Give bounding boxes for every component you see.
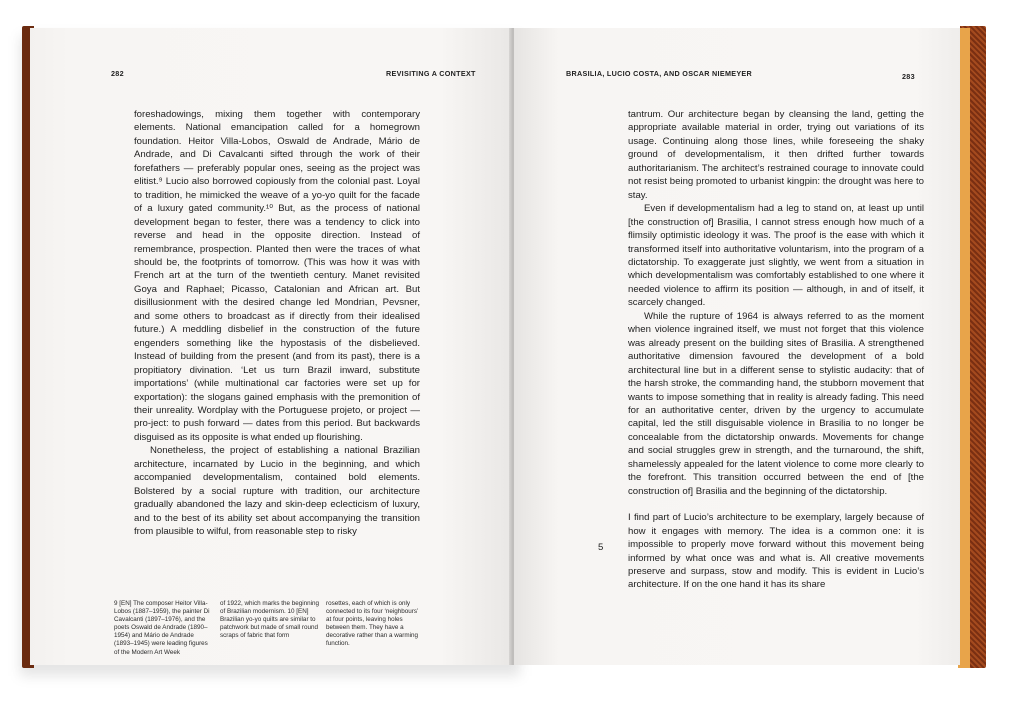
- paragraph: While the rupture of 1964 is always referred to as the moment when violence ingrained itself, we must not forget that this violence was already present on the building sites of Brasilia. A strengthened authoritative dimension favoured the development of a bold architectural line but in a different sense to stylistic audacity: that of the harsh stroke, the commanding hand, the stubborn movement that wants to impose something that in reality is already fading. This need for an authoritative center, driven by the urgency to accumulate capital, led the still disguisable violence in Brasilia to no longer be concealable from the dictatorship onwards. Movements for change and social struggles grew in strength, and the turnaround, the shift, shamelessly appealed for the latent violence to come more clearly to the forefront. This transition occurred between the end of [the construction of] Brasilia and the beginning of the dictatorship.: [628, 310, 924, 497]
- right-page: [514, 28, 960, 665]
- page-number: 283: [902, 72, 915, 81]
- left-page: [30, 28, 512, 665]
- running-head: BRASILIA, LUCIO COSTA, AND OSCAR NIEMEYER: [566, 69, 753, 78]
- paragraph: foreshadowings, mixing them together with contemporary elements. National emancipation called for a homegrown foundation. Heitor Villa-Lobos, Oswald de Andrade, Mário de Andrade, and Di Cavalcanti sifted through the work of their forefathers — preferably popular ones, seeing as the project was elitist.⁹ Lucio also borrowed copiously from the colonial past. Loyal to tradition, he mimicked the weave of a yo-yo quilt for the facade of a luxury gated community.¹⁰ But, as the process of national development began to fester, there was a tendency to click into reverse and head in the opposite direction. Instead of remembrance, prospection. Planted then were the traces of what should be, the footprints of tomorrow. (This was how it was with French art at the turn of the twentieth century. Manet revisited Goya and Raphael; Picasso, Catalonian and African art. But disillusionment with the desired change led Mondrian, Pevsner, and some others to broadcast as if directly from their idealised future.) A meddling disbelief in the construction of the future engenders something like the hypostasis of the disbelieved. Instead of building from the present (and from its past), there is a propitiatory divination. ‘Let us turn Brazil inward, substitute importations’ (while multinational car factories were set up for exportation): the slogans gained emphasis with the premonition of their unreality. Wordplay with the Portuguese projeto, or project — pro-ject: to push forward — dates from this period. But backwards disguised as its opposite is what ended up flourishing.: [134, 109, 420, 443]
- section-number: 5: [598, 542, 604, 553]
- running-head: REVISITING A CONTEXT: [386, 69, 476, 78]
- footnote-column: of 1922, which marks the beginning of Brazilian modernism. 10 [EN] Brazilian yo-yo quilts are similar to patchwork but made of small round scraps of fabric that form: [220, 600, 320, 640]
- paragraph: I find part of Lucio’s architecture to be exemplary, largely because of how it engages with memory. The idea is a common one: it is impossible to properly move forward without this movement being informed by what once was and what is. All creative movements preserve and surpass, stow and modify. This is evident in Lucio’s architecture. If on the one hand it has its share: [628, 512, 924, 591]
- body-text: [628, 108, 924, 592]
- footnote-column: rosettes, each of which is only connected to its four ‘neighbours’ at four points, leaving holes between them. They have a decorative rather than a warming function.: [326, 600, 419, 648]
- paragraph: tantrum. Our architecture began by cleansing the land, getting the appropriate available material in order, trying out variations of its usage. Continuing along those lines, while foreseeing the shaky ground of developmentalism, it then drifted further towards authoritarianism. The architect’s restrained courage to innovate could not resist being promoted to urbanist kingpin: the drought was here to stay.: [628, 109, 924, 201]
- paragraph: Nonetheless, the project of establishing a national Brazilian architecture, incarnated by Lucio in the beginning, and which accompanied developmentalism, contained bold elements. Bolstered by a social rupture with tradition, our architecture gradually abandoned the lazy and skin-deep eclecticism of luxury, and to the best of its ability set about accompanying the transition from plausible to wilful, from reasonable step to risky: [134, 445, 420, 538]
- paragraph: Even if developmentalism had a leg to stand on, at least up until [the construction of] Brasilia, I cannot stress enough how much of a flimsily optimistic ideology it was. The proof is the ease with which it transformed itself into authoritative voluntarism, into the program of a dictatorship. To exaggerate just slightly, we went from a situation in which developmentalism was comfortably established to one where it needed violence to affirm its position — although, in and of itself, it scarcely changed.: [628, 203, 924, 309]
- page-number: 282: [111, 69, 124, 78]
- footnote-column: 9 [EN] The composer Heitor Villa-Lobos (1887–1959), the painter Di Cavalcanti (1897–1976), and the poets Oswald de Andrade (1890–1954) and Mário de Andrade (1893–1945) were leading figures of the Modern Art Week: [114, 600, 210, 656]
- body-text: [134, 108, 420, 539]
